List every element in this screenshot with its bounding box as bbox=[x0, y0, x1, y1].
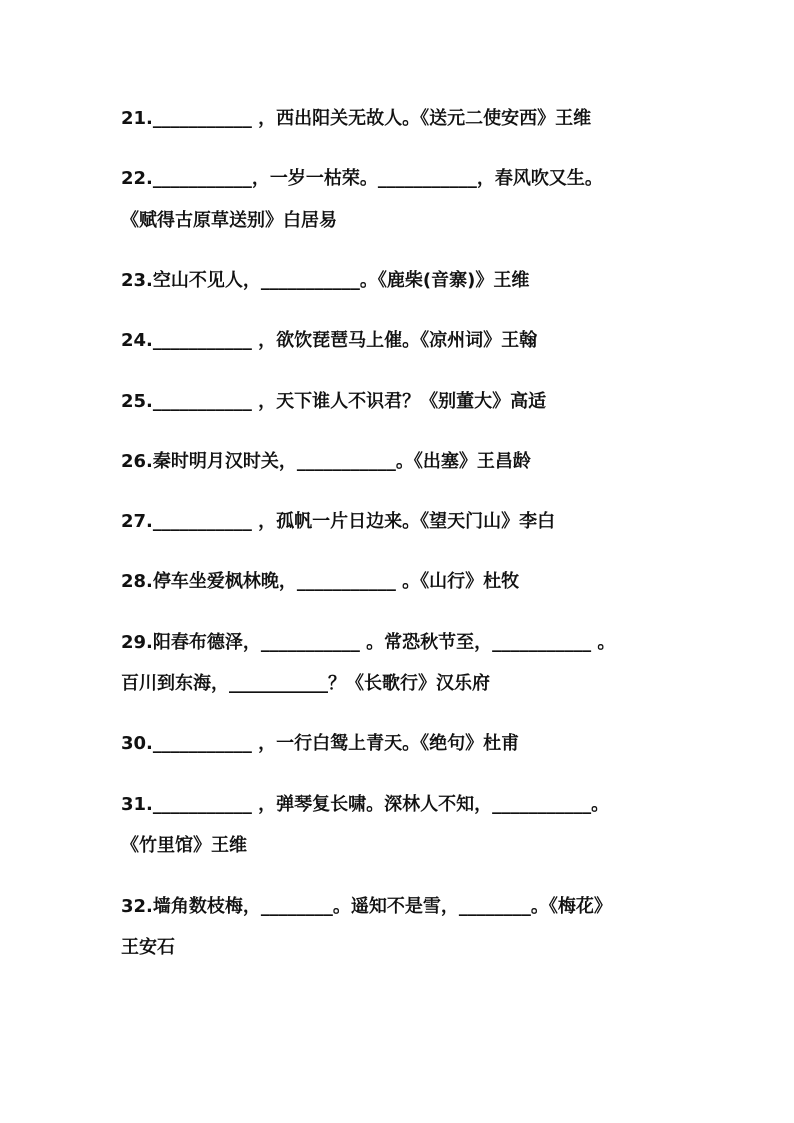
question-28: 28.停车坐爱枫林晚，___________ 。《山行》杜牧 bbox=[121, 571, 520, 592]
question-25: 25.___________ ，天下谁人不识君？《别董大》高适 bbox=[121, 391, 547, 412]
question-29-line-2: 百川到东海，___________？《长歌行》汉乐府 bbox=[121, 673, 490, 694]
question-24: 24.___________ ，欲饮琵琶马上催。《凉州词》王翰 bbox=[121, 330, 538, 351]
question-23: 23.空山不见人，___________。《鹿柴(音寨)》王维 bbox=[121, 270, 530, 291]
question-31-line-1: 31.___________ ，弹琴复长啸。深林人不知，___________。 bbox=[121, 794, 610, 815]
question-26: 26.秦时明月汉时关，___________。《出塞》王昌龄 bbox=[121, 451, 531, 472]
question-31-line-2: 《竹里馆》王维 bbox=[121, 835, 247, 856]
question-32-line-1: 32.墙角数枝梅，________。遥知不是雪，________。《梅花》 bbox=[121, 896, 612, 917]
question-32-line-2: 王安石 bbox=[121, 937, 175, 958]
question-30: 30.___________ ，一行白鸳上青天。《绝句》杜甫 bbox=[121, 733, 520, 754]
question-22-line-2: 《赋得古原草送别》白居易 bbox=[121, 210, 337, 231]
question-29-line-1: 29.阳春布德泽，___________ 。常恐秋节至，___________ 。 bbox=[121, 632, 616, 653]
question-21: 21.___________ ，西出阳关无故人。《送元二使安西》王维 bbox=[121, 108, 592, 129]
question-27: 27.___________ ，孤帆一片日边来。《望天门山》李白 bbox=[121, 511, 556, 532]
question-22-line-1: 22.___________，一岁一枯荣。___________，春风吹又生。 bbox=[121, 168, 603, 189]
